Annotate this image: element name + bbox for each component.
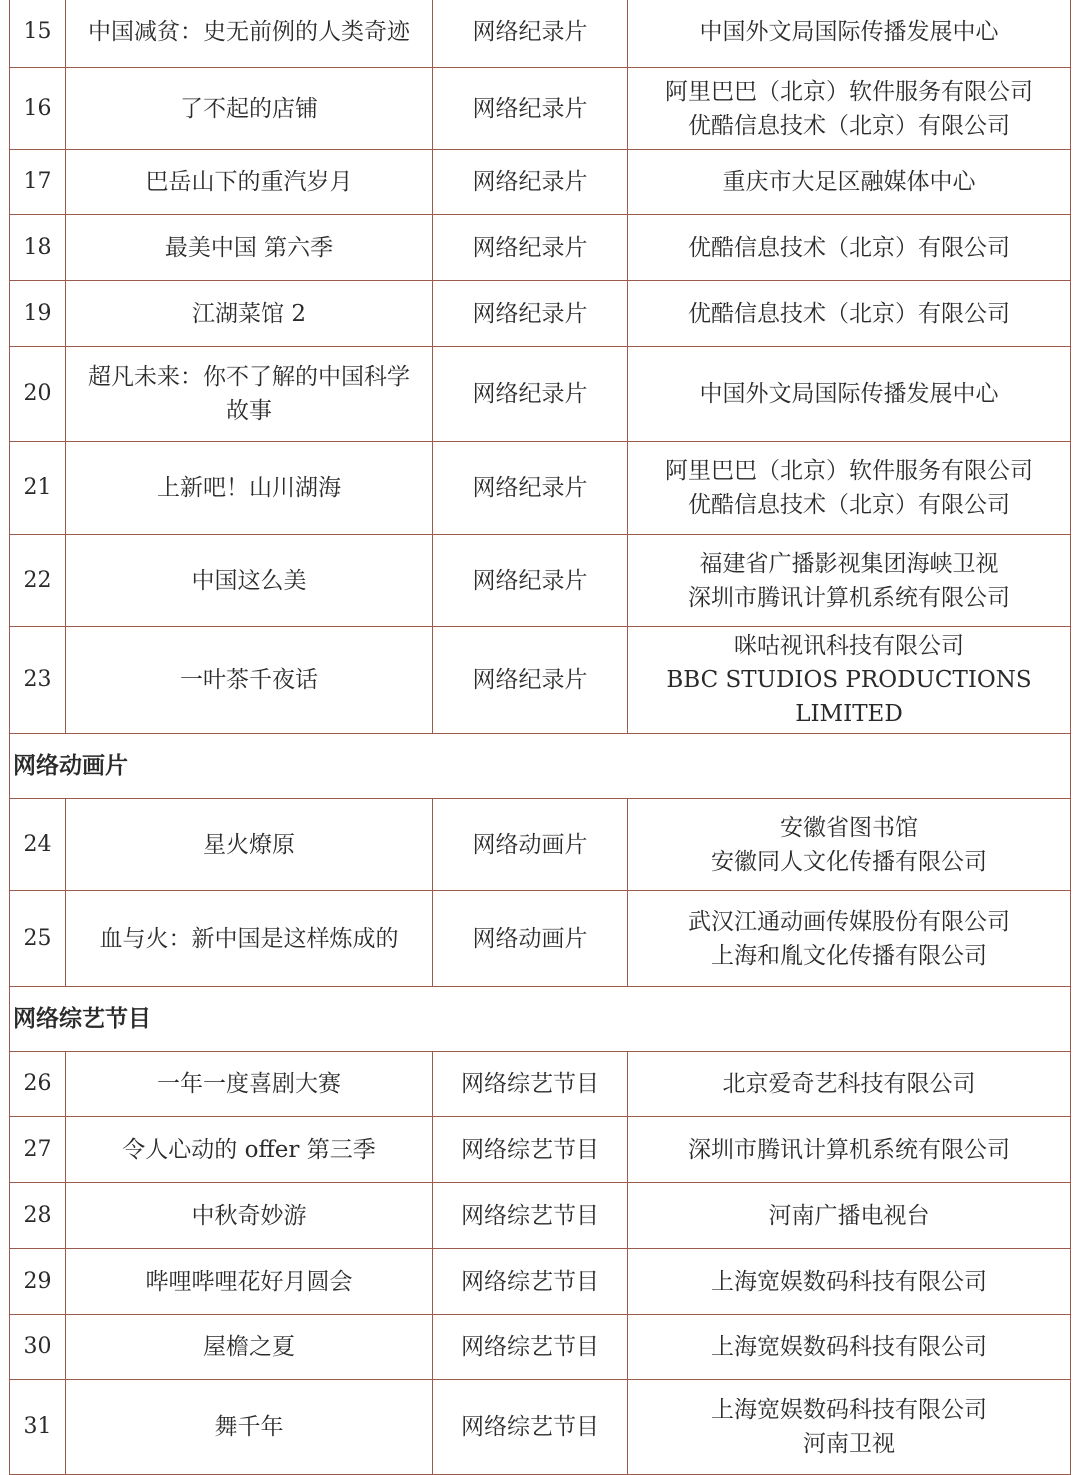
producer-cell <box>628 1249 1071 1315</box>
program-title-cell <box>66 442 433 535</box>
row-number: 16 <box>10 68 66 150</box>
program-list-table <box>9 0 1071 1475</box>
program-title: 超凡未来：你不了解的中国科学 <box>88 364 410 390</box>
producer-name: 优酷信息技术（北京）有限公司 <box>688 234 1010 261</box>
producer-name: 深圳市腾讯计算机系统有限公司 <box>688 584 1010 611</box>
table-row <box>10 535 1071 627</box>
table-row <box>10 1052 1071 1117</box>
producer-name: 北京爱奇艺科技有限公司 <box>722 1071 976 1097</box>
program-title-cell <box>66 347 433 442</box>
table-row <box>10 347 1071 442</box>
program-title-cell <box>66 281 433 347</box>
program-category: 网络动画片 <box>433 891 628 987</box>
table-row <box>10 1315 1071 1380</box>
table-row <box>10 1117 1071 1183</box>
row-number: 29 <box>10 1249 66 1315</box>
program-title: 故事 <box>226 398 272 424</box>
row-number: 18 <box>10 215 66 281</box>
table-row <box>10 627 1071 734</box>
program-category: 网络纪录片 <box>433 0 628 68</box>
producer-cell <box>628 627 1071 734</box>
program-title: 哔哩哔哩花好月圆会 <box>145 1268 353 1295</box>
producer-name: 上海宽娱数码科技有限公司 <box>711 1334 987 1360</box>
program-category: 网络综艺节目 <box>433 1052 628 1117</box>
program-category: 网络纪录片 <box>433 442 628 535</box>
program-category: 网络纪录片 <box>433 627 628 734</box>
row-number: 20 <box>10 347 66 442</box>
row-number: 25 <box>10 891 66 987</box>
producer-name: 河南卫视 <box>803 1431 895 1457</box>
producer-name: 阿里巴巴（北京）软件服务有限公司 <box>665 78 1033 105</box>
program-title: 巴岳山下的重汽岁月 <box>145 169 353 195</box>
program-title-cell <box>66 627 433 734</box>
table-row <box>10 68 1071 150</box>
producer-name: 中国外文局国际传播发展中心 <box>699 19 999 45</box>
program-title-cell <box>66 891 433 987</box>
producer-cell <box>628 1052 1071 1117</box>
program-category: 网络综艺节目 <box>433 1117 628 1183</box>
program-category: 网络纪录片 <box>433 150 628 215</box>
program-title: 血与火：新中国是这样炼成的 <box>99 925 399 952</box>
producer-name: 咪咕视讯科技有限公司 <box>734 633 964 659</box>
section-header-row <box>10 734 1071 799</box>
table-row <box>10 1380 1071 1475</box>
producer-name: 优酷信息技术（北京）有限公司 <box>688 112 1010 139</box>
producer-name: 安徽省图书馆 <box>780 814 918 841</box>
program-title-cell <box>66 0 433 68</box>
table-row <box>10 281 1071 347</box>
program-title-cell <box>66 535 433 627</box>
producer-name: 上海宽娱数码科技有限公司 <box>711 1397 987 1423</box>
row-number: 22 <box>10 535 66 627</box>
producer-cell <box>628 535 1071 627</box>
producer-name: 上海宽娱数码科技有限公司 <box>711 1268 987 1295</box>
table-row <box>10 891 1071 987</box>
program-category: 网络纪录片 <box>433 347 628 442</box>
program-title: 一年一度喜剧大赛 <box>157 1071 341 1097</box>
program-title: 中秋奇妙游 <box>191 1202 307 1229</box>
table-row <box>10 0 1071 68</box>
producer-cell <box>628 281 1071 347</box>
program-category: 网络综艺节目 <box>433 1249 628 1315</box>
producer-cell <box>628 799 1071 891</box>
row-number: 19 <box>10 281 66 347</box>
row-number: 27 <box>10 1117 66 1183</box>
producer-name: 中国外文局国际传播发展中心 <box>699 381 999 407</box>
producer-cell <box>628 1380 1071 1475</box>
program-category: 网络纪录片 <box>433 215 628 281</box>
row-number: 17 <box>10 150 66 215</box>
program-title: 屋檐之夏 <box>203 1334 295 1360</box>
producer-name: 河南广播电视台 <box>768 1202 930 1229</box>
producer-cell <box>628 150 1071 215</box>
program-title-cell <box>66 150 433 215</box>
program-title: 一叶茶千夜话 <box>180 667 318 693</box>
program-title: 星火燎原 <box>203 831 295 858</box>
program-category: 网络动画片 <box>433 799 628 891</box>
row-number: 26 <box>10 1052 66 1117</box>
producer-name: BBC STUDIOS PRODUCTIONS <box>666 667 1032 693</box>
program-category: 网络纪录片 <box>433 281 628 347</box>
producer-cell <box>628 1117 1071 1183</box>
program-category: 网络纪录片 <box>433 535 628 627</box>
row-number: 30 <box>10 1315 66 1380</box>
producer-cell <box>628 1315 1071 1380</box>
program-title-cell <box>66 215 433 281</box>
program-category: 网络综艺节目 <box>433 1315 628 1380</box>
program-title-cell <box>66 1183 433 1249</box>
program-title: 最美中国 第六季 <box>164 234 334 261</box>
producer-name: 安徽同人文化传播有限公司 <box>711 848 987 875</box>
table-row <box>10 442 1071 535</box>
program-title-cell <box>66 68 433 150</box>
row-number: 21 <box>10 442 66 535</box>
producer-name: 阿里巴巴（北京）软件服务有限公司 <box>665 458 1033 484</box>
producer-cell <box>628 215 1071 281</box>
program-title-cell <box>66 1315 433 1380</box>
producer-name: 上海和胤文化传播有限公司 <box>711 942 987 969</box>
program-title: 上新吧！山川湖海 <box>157 475 341 501</box>
producer-cell <box>628 347 1071 442</box>
producer-cell <box>628 0 1071 68</box>
program-title-cell <box>66 1380 433 1475</box>
program-title-cell <box>66 1117 433 1183</box>
program-title: 了不起的店铺 <box>180 95 318 122</box>
program-list-body <box>10 0 1071 1475</box>
table-row <box>10 1249 1071 1315</box>
producer-name: 深圳市腾讯计算机系统有限公司 <box>688 1136 1010 1163</box>
producer-cell <box>628 68 1071 150</box>
producer-cell <box>628 1183 1071 1249</box>
table-row <box>10 1183 1071 1249</box>
producer-name: 福建省广播影视集团海峡卫视 <box>699 550 999 577</box>
program-title: 舞千年 <box>214 1414 284 1440</box>
table-row <box>10 799 1071 891</box>
row-number: 23 <box>10 627 66 734</box>
row-number: 31 <box>10 1380 66 1475</box>
table-row <box>10 215 1071 281</box>
row-number: 15 <box>10 0 66 68</box>
row-number: 28 <box>10 1183 66 1249</box>
producer-cell <box>628 442 1071 535</box>
producer-name: 优酷信息技术（北京）有限公司 <box>688 492 1010 518</box>
program-category: 网络纪录片 <box>433 68 628 150</box>
producer-cell <box>628 891 1071 987</box>
program-title: 令人心动的 offer 第三季 <box>122 1136 376 1163</box>
program-title-cell <box>66 1249 433 1315</box>
producer-name: 优酷信息技术（北京）有限公司 <box>688 300 1010 327</box>
producer-name: 重庆市大足区融媒体中心 <box>722 169 976 195</box>
section-header: 网络综艺节目 <box>10 987 1071 1052</box>
program-title-cell <box>66 799 433 891</box>
program-title: 中国减贫：史无前例的人类奇迹 <box>88 19 410 45</box>
section-header: 网络动画片 <box>10 734 1071 799</box>
table-row <box>10 150 1071 215</box>
section-header-row <box>10 987 1071 1052</box>
program-category: 网络综艺节目 <box>433 1380 628 1475</box>
producer-name: LIMITED <box>795 701 903 727</box>
producer-name: 武汉江通动画传媒股份有限公司 <box>688 908 1010 935</box>
row-number: 24 <box>10 799 66 891</box>
program-title: 江湖菜馆 2 <box>192 300 306 327</box>
program-title-cell <box>66 1052 433 1117</box>
program-title: 中国这么美 <box>191 567 307 594</box>
program-category: 网络综艺节目 <box>433 1183 628 1249</box>
